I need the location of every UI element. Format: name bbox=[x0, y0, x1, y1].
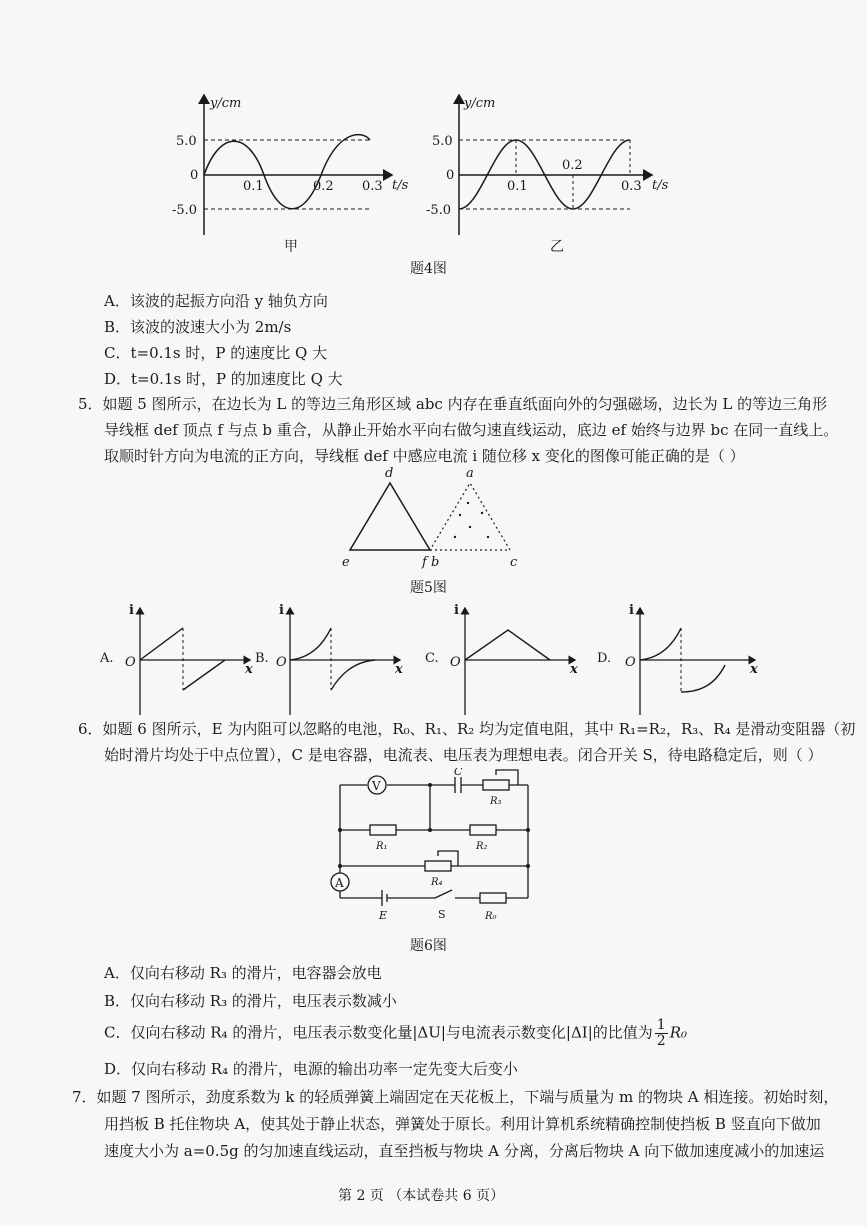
q4-option-a: A．该波的起振方向沿 y 轴负方向 bbox=[104, 292, 328, 310]
svg-text:i: i bbox=[629, 603, 634, 618]
svg-text:x: x bbox=[245, 662, 253, 677]
xtick-3-jia: 0.3 bbox=[362, 179, 383, 194]
figure-6-circuit bbox=[320, 768, 550, 928]
svg-text:C: C bbox=[454, 768, 463, 778]
q6-option-a: A．仅向右移动 R₃ 的滑片，电容器会放电 bbox=[104, 964, 382, 982]
figure-4-caption: 题4图 bbox=[410, 261, 447, 277]
ytick-zero-jia: 0 bbox=[190, 168, 199, 183]
ytick-top-jia: 5.0 bbox=[176, 134, 197, 149]
svg-text:C.: C. bbox=[425, 651, 439, 666]
svg-text:O: O bbox=[450, 655, 461, 670]
graph-option-b bbox=[255, 603, 403, 715]
svg-text:B.: B. bbox=[255, 651, 269, 666]
svg-text:A: A bbox=[335, 876, 344, 890]
figure-4 bbox=[0, 85, 867, 275]
q7-text-line1: 7．如题 7 图所示，劲度系数为 k 的轻质弹簧上端固定在天花板上，下端与质量为 m 的物块 A 相连接。初始时刻， bbox=[72, 1088, 839, 1106]
q4-option-b: B．该波的波速大小为 2m/s bbox=[104, 318, 292, 336]
label-e: e bbox=[342, 555, 350, 570]
q6-text-line1: 6．如题 6 图所示，E 为内阻可以忽略的电池，R₀、R₁、R₂ 均为定值电阻，其中 R₁=R₂，R₃、R₄ 是滑动变阻器（初 bbox=[78, 720, 856, 738]
graph-name-yi: 乙 bbox=[550, 239, 564, 255]
svg-text:O: O bbox=[125, 655, 136, 670]
xlabel-yi: t/s bbox=[652, 178, 669, 193]
svg-text:A.: A. bbox=[100, 651, 114, 666]
ytick-top-yi: 5.0 bbox=[432, 134, 453, 149]
ytick-zero-yi: 0 bbox=[446, 168, 455, 183]
figure-6-caption: 题6图 bbox=[410, 938, 447, 954]
q7-text-line3: 速度大小为 a=0.5g 的匀加速直线运动，直至挡板与物块 A 分离，分离后物块 A 向下做加速度减小的加速运 bbox=[104, 1142, 825, 1160]
graph-yi bbox=[426, 95, 669, 255]
svg-text:R₀: R₀ bbox=[485, 911, 497, 922]
voltmeter-icon bbox=[368, 776, 386, 794]
fraction-one-half: $\frac{1}{2}$ bbox=[656, 1017, 666, 1049]
graph-option-a bbox=[99, 603, 253, 715]
svg-text:R₄: R₄ bbox=[431, 877, 443, 888]
q6-option-b: B．仅向右移动 R₃ 的滑片，电压表示数减小 bbox=[104, 992, 397, 1010]
q4-option-c: C．t=0.1s 时，P 的速度比 Q 大 bbox=[104, 344, 328, 362]
wire-frame-def bbox=[350, 483, 430, 550]
graph-option-d bbox=[597, 603, 758, 715]
label-fb: f b bbox=[422, 555, 440, 570]
svg-text:R₂: R₂ bbox=[476, 841, 488, 852]
svg-text:V: V bbox=[372, 779, 381, 793]
ylabel-jia: y/cm bbox=[210, 96, 242, 111]
svg-text:i: i bbox=[279, 603, 284, 618]
ytick-bot-jia: -5.0 bbox=[172, 203, 198, 218]
svg-text:D.: D. bbox=[597, 651, 612, 666]
graph-name-jia: 甲 bbox=[284, 239, 298, 255]
xtick-1-jia: 0.1 bbox=[243, 179, 264, 194]
label-c: c bbox=[510, 555, 518, 570]
xlabel-jia: t/s bbox=[392, 178, 409, 193]
label-a: a bbox=[466, 466, 474, 481]
svg-text:R₁: R₁ bbox=[376, 841, 388, 852]
q6-text-line2: 始时滑片均处于中点位置），C 是电容器，电流表、电压表为理想电表。闭合开关 S，待电路稳定后，则（ ） bbox=[104, 746, 823, 764]
q6-option-c: C．仅向右移动 R₄ 的滑片，电压表示数变化量|ΔU|与电流表示数变化|ΔI|的比值为 $\frac{1}{2}$ R₀ bbox=[104, 1017, 688, 1049]
q7-text-line2: 用挡板 B 托住物块 A，使其处于静止状态，弹簧处于原长。利用计算机系统精确控制使挡板 B 竖直向下做加 bbox=[104, 1115, 821, 1133]
ytick-bot-yi: -5.0 bbox=[426, 203, 452, 218]
svg-text:x: x bbox=[395, 662, 403, 677]
ammeter-icon bbox=[331, 873, 349, 891]
svg-text:O: O bbox=[276, 655, 287, 670]
svg-text:x: x bbox=[570, 662, 578, 677]
svg-text:O: O bbox=[625, 655, 636, 670]
svg-text:S: S bbox=[438, 908, 446, 921]
xtick-3-yi: 0.3 bbox=[621, 179, 642, 194]
svg-text:E: E bbox=[379, 909, 388, 922]
xtick-2-jia: 0.2 bbox=[313, 179, 334, 194]
q4-option-d: D．t=0.1s 时，P 的加速度比 Q 大 bbox=[104, 370, 343, 388]
svg-text:i: i bbox=[454, 603, 459, 618]
xtick-2-yi: 0.2 bbox=[562, 158, 583, 173]
wave-curve-jia bbox=[204, 135, 370, 209]
svg-text:R₃: R₃ bbox=[490, 796, 502, 807]
figure-5-caption: 题5图 bbox=[410, 580, 447, 596]
label-d: d bbox=[385, 466, 394, 481]
svg-text:i: i bbox=[129, 603, 134, 618]
q5-text-line2: 导线框 def 顶点 f 与点 b 重合，从静止开始水平向右做匀速直线运动，底边 ef 始终与边界 bc 在同一直线上。 bbox=[104, 421, 839, 439]
svg-text:x: x bbox=[750, 662, 758, 677]
q5-answer-graphs bbox=[95, 600, 775, 720]
q6-option-d: D．仅向右移动 R₄ 的滑片，电源的输出功率一定先变大后变小 bbox=[104, 1060, 518, 1078]
xtick-1-yi: 0.1 bbox=[507, 179, 528, 194]
page-footer: 第 2 页 （本试卷共 6 页） bbox=[338, 1188, 505, 1204]
ylabel-yi: y/cm bbox=[464, 96, 496, 111]
magnetic-region-abc bbox=[430, 483, 510, 550]
q5-text-line1: 5．如题 5 图所示，在边长为 L 的等边三角形区域 abc 内存在垂直纸面向外的匀强磁场，边长为 L 的等边三角形 bbox=[78, 395, 828, 413]
graph-option-c bbox=[425, 603, 578, 715]
graph-jia bbox=[172, 95, 409, 255]
figure-5 bbox=[330, 465, 530, 575]
q5-text-line3: 取顺时针方向为电流的正方向，导线框 def 中感应电流 i 随位移 x 变化的图像可能正确的是（ ） bbox=[104, 447, 745, 465]
